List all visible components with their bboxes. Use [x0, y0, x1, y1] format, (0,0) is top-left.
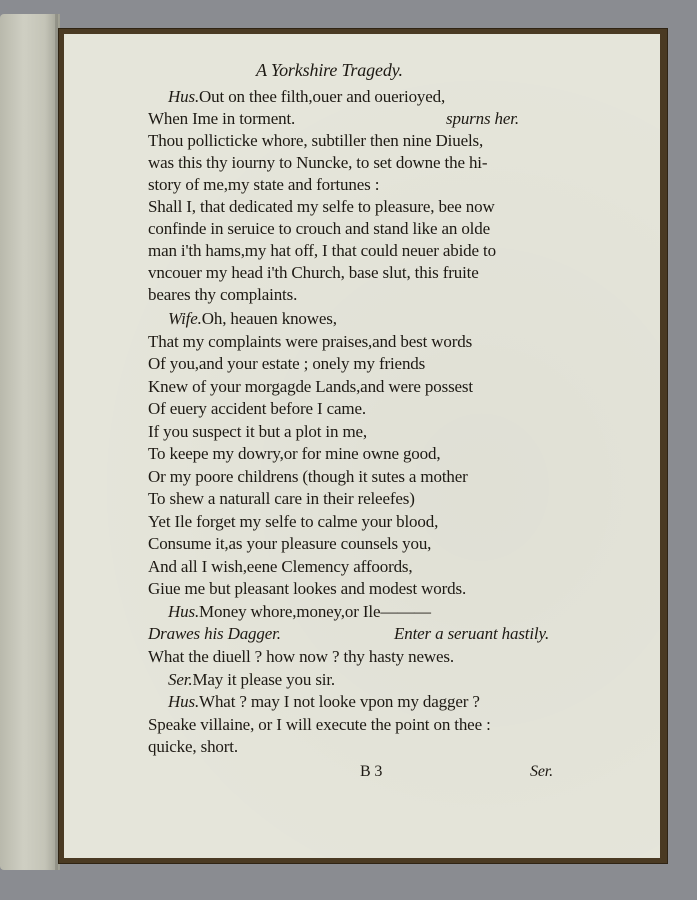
line-text: Oh, heauen knowes, [201, 309, 337, 328]
text-line-21: Consume it,as your pleasure counsels you, [148, 534, 432, 553]
text-line-3: Thou pollicticke whore, subtiller then nine Diuels, [148, 131, 484, 150]
text-line-26: What the diuell ? how now ? thy hasty newes. [148, 647, 454, 666]
text-line-10: beares thy complaints. [148, 285, 298, 304]
line-text: Money whore,money,or Ile——— [199, 602, 431, 621]
line-text: Out on thee filth,ouer and ouerioyed, [199, 87, 446, 106]
speaker-prefix: Ser. [168, 670, 193, 689]
text-line-19: To shew a naturall care in their releefes) [148, 489, 415, 508]
speaker-prefix: Wife. [168, 309, 202, 328]
speaker-prefix: Hus. [168, 602, 200, 621]
text-line-28 [168, 692, 480, 712]
text-line-22: And all I wish,eene Clemency affoords, [148, 557, 413, 576]
text-line-9: vncouer my head i'th Church, base slut, this fruite [148, 263, 479, 282]
line-text: What ? may I not looke vpon my dagger ? [199, 692, 480, 711]
text-line-16: If you suspect it but a plot in me, [148, 422, 368, 441]
signature-mark: B 3 [360, 763, 383, 780]
catchword: Ser. [530, 763, 553, 780]
text-line-13: Of you,and your estate ; onely my friends [148, 354, 426, 373]
text-line-4: was this thy iourny to Nuncke, to set downe the hi- [148, 153, 488, 172]
text-line-20: Yet Ile forget my selfe to calme your blood, [148, 512, 439, 531]
book-page [64, 34, 660, 858]
text-line-24 [168, 602, 431, 622]
text-line-11 [168, 309, 337, 329]
stage-direction: spurns her. [446, 109, 519, 128]
text-line-23: Giue me but pleasant lookes and modest words. [148, 579, 467, 598]
line-text: May it please you sir. [192, 670, 336, 689]
running-header: A Yorkshire Tragedy. [256, 60, 403, 80]
text-line-15: Of euery accident before I came. [148, 399, 366, 418]
text-line-29: Speake villaine, or I will execute the point on thee : [148, 715, 491, 734]
text-line-1 [168, 87, 445, 107]
stage-direction: Drawes his Dagger. [148, 624, 281, 643]
text-line-18: Or my poore childrens (though it sutes a mother [148, 467, 468, 486]
text-line-7: confinde in seruice to crouch and stand like an olde [148, 219, 490, 238]
text-line-14: Knew of your morgagde Lands,and were possest [148, 377, 473, 396]
speaker-prefix: Hus. [168, 87, 200, 106]
text-line-27 [168, 670, 335, 690]
text-line-12: That my complaints were praises,and best words [148, 332, 473, 351]
text-line-30: quicke, short. [148, 737, 238, 756]
speaker-prefix: Hus. [168, 692, 200, 711]
text-line-17: To keepe my dowry,or for mine owne good, [148, 444, 441, 463]
stage-direction: Enter a seruant hastily. [394, 624, 550, 643]
book-binding-left-page [0, 14, 60, 870]
text-line-2: When Ime in torment. [148, 109, 296, 128]
text-line-8: man i'th hams,my hat off, I that could neuer abide to [148, 241, 496, 260]
text-line-5: story of me,my state and fortunes : [148, 175, 380, 194]
text-line-6: Shall I, that dedicated my selfe to pleasure, bee now [148, 197, 495, 216]
